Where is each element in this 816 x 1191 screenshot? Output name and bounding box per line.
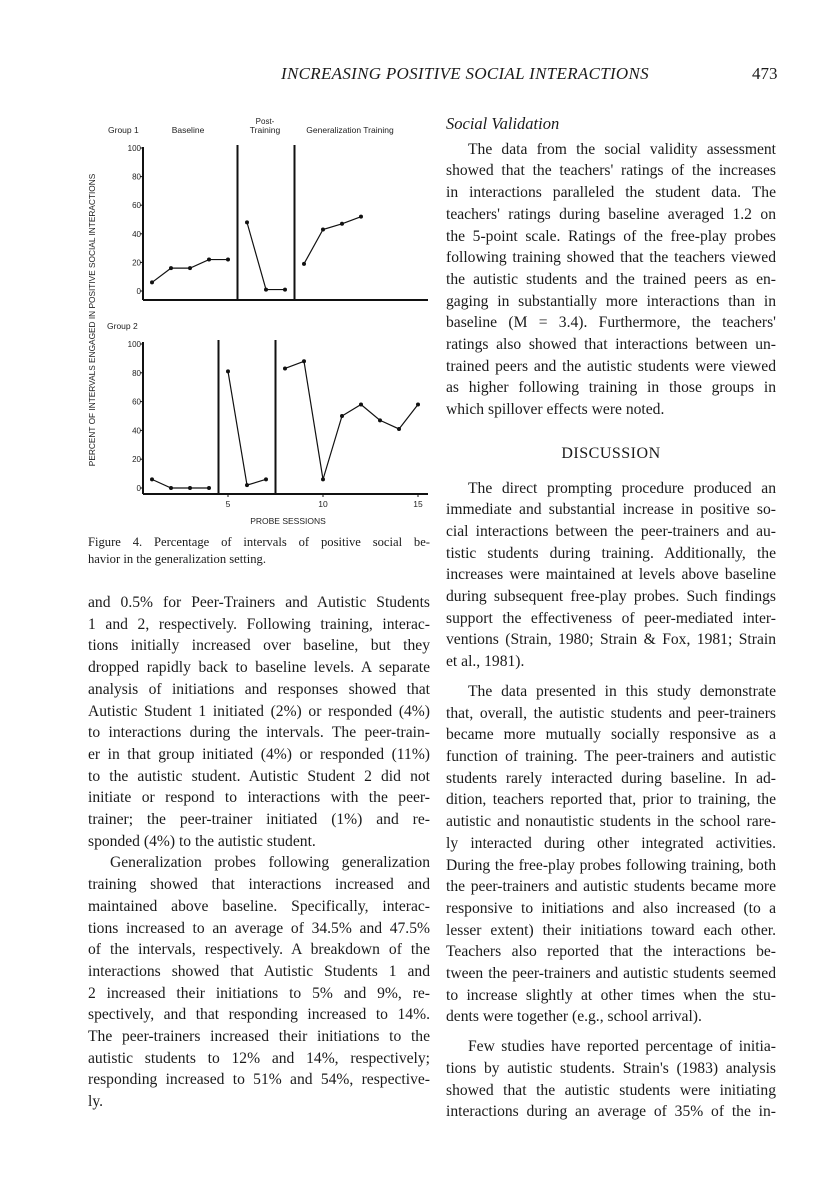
data-point bbox=[245, 220, 249, 224]
text-line: the peer-trainers and autistic students became more bbox=[446, 878, 776, 896]
paragraph bbox=[446, 1036, 776, 1123]
data-point bbox=[226, 369, 230, 373]
text-line: responsive to initiations and also increased (to a bbox=[446, 899, 776, 917]
text-line: dropped rapidly back to baseline levels. A separate bbox=[88, 659, 430, 677]
y-tick-label: 100 bbox=[127, 340, 141, 349]
text-line: immediate and substantial increase in positive so- bbox=[446, 501, 776, 519]
text-line: in interactions paralleled the student data. The bbox=[446, 184, 776, 202]
text-line: The data presented in this study demonstrate bbox=[468, 682, 776, 700]
text-line: Teachers also reported that the interactions be- bbox=[446, 943, 776, 961]
text-line: students rarely interacted during baseline. In ad- bbox=[446, 769, 776, 787]
text-line: The direct prompting procedure produced an bbox=[468, 479, 776, 497]
text-line: ly. bbox=[88, 1093, 104, 1111]
text-line: ly interacted during other integrated activities. bbox=[446, 834, 776, 852]
data-point bbox=[283, 288, 287, 292]
text-line: as higher following training in those groups in bbox=[446, 379, 776, 397]
text-line: to interactions during the intervals. The peer-train- bbox=[88, 724, 430, 742]
data-point bbox=[150, 280, 154, 284]
text-line: which spillover effects were noted. bbox=[446, 401, 665, 419]
data-point bbox=[188, 266, 192, 270]
y-tick-label: 20 bbox=[132, 455, 141, 465]
panel-label: Group 1 bbox=[108, 125, 139, 135]
text-line: showed that the teachers' ratings of the increases bbox=[446, 162, 776, 180]
text-line: cial interactions between the peer-trainers and au- bbox=[446, 522, 776, 540]
text-line: maintained above baseline. Specifically, interac- bbox=[88, 897, 430, 915]
text-line: responding increased to 51% and 54%, respective- bbox=[88, 1071, 430, 1089]
x-tick-label: 10 bbox=[318, 499, 328, 509]
right-column bbox=[446, 113, 776, 1123]
figure-caption bbox=[88, 534, 430, 568]
y-tick-label: 40 bbox=[132, 426, 141, 436]
paragraph bbox=[446, 139, 776, 421]
y-axis-label: PERCENT OF INTERVALS ENGAGED IN POSITIVE SOCIAL INTERACTIONS bbox=[87, 173, 97, 467]
data-point bbox=[169, 486, 173, 490]
data-point bbox=[264, 288, 268, 292]
text-line: tween the peer-trainers and autistic students seemed bbox=[446, 965, 776, 983]
text-line: training showed that interactions increased and bbox=[88, 876, 430, 894]
text-line: following training showed that the teachers viewed bbox=[446, 249, 776, 267]
text-line: that, overall, the autistic students and peer-trainers bbox=[446, 704, 776, 722]
text-line: analysis of initiations and responses showed that bbox=[88, 680, 430, 698]
data-point bbox=[340, 222, 344, 226]
text-line: increases were maintained at levels above baseline bbox=[446, 566, 776, 584]
data-point bbox=[378, 418, 382, 422]
text-line: er in that group initiated (4%) or responded (11%) bbox=[88, 745, 430, 763]
text-line: trained peers and the autistic students were viewed bbox=[446, 357, 776, 375]
y-tick-label: 0 bbox=[136, 287, 141, 296]
text-line: gaging in substantially more interactions than in bbox=[446, 292, 776, 310]
y-tick-label: 60 bbox=[132, 397, 141, 407]
data-point bbox=[169, 266, 173, 270]
page-number: 473 bbox=[752, 64, 778, 83]
x-tick-label: 5 bbox=[225, 499, 231, 509]
y-tick-label: 80 bbox=[132, 172, 141, 182]
data-point bbox=[416, 402, 420, 406]
text-line: to the autistic student. Autistic Student 2 did not bbox=[88, 767, 430, 785]
text-line: The data from the social validity assessment bbox=[468, 140, 776, 158]
data-point bbox=[207, 258, 211, 262]
text-line: autistic students to 12% and 14%, respectively; bbox=[88, 1049, 430, 1067]
text-line: initiate or respond to interactions with the peer- bbox=[88, 789, 430, 807]
paragraph bbox=[446, 478, 776, 673]
text-line: sponded (4%) to the autistic student. bbox=[88, 832, 316, 850]
y-tick-label: 100 bbox=[127, 144, 141, 153]
text-line: Autistic Student 1 initiated (2%) or responded (4%) bbox=[88, 702, 430, 720]
data-point bbox=[226, 258, 230, 262]
data-point bbox=[359, 215, 363, 219]
text-line: dents were together (e.g., school arrival). bbox=[446, 1008, 702, 1026]
paragraph bbox=[446, 681, 776, 1028]
text-line: ratings also showed that interactions between un- bbox=[446, 336, 776, 354]
text-line: tions by autistic students. Strain's (1983) analysis bbox=[446, 1059, 776, 1077]
y-tick-label: 40 bbox=[132, 229, 141, 239]
x-axis-label: PROBE SESSIONS bbox=[250, 516, 326, 526]
text-line: During the free-play probes following training, both bbox=[446, 856, 776, 874]
data-series-line bbox=[285, 361, 418, 479]
y-tick-label: 80 bbox=[132, 368, 141, 378]
text-line: dition, teachers reported that, prior to training, the bbox=[446, 791, 776, 809]
data-point bbox=[321, 477, 325, 481]
phase-label-post: Training bbox=[249, 125, 281, 135]
paragraph bbox=[88, 852, 430, 1112]
data-point bbox=[188, 486, 192, 490]
discussion-section bbox=[446, 478, 776, 1123]
text-line: tions increased to an average of 34.5% and 47.5% bbox=[88, 919, 430, 937]
section-heading-discussion: DISCUSSION bbox=[561, 444, 661, 462]
data-point bbox=[359, 402, 363, 406]
data-series-line bbox=[247, 222, 285, 289]
text-line: et al., 1981). bbox=[446, 653, 525, 671]
phase-label-post: Post- bbox=[255, 117, 275, 126]
phase-label-baseline: Baseline bbox=[171, 125, 205, 135]
data-series-line bbox=[304, 217, 361, 264]
text-line: tions initially increased over baseline, but they bbox=[88, 637, 430, 655]
caption-line: havior in the generalization setting. bbox=[88, 552, 267, 566]
data-point bbox=[245, 483, 249, 487]
text-line: baseline (M = 3.4). Furthermore, the teachers' bbox=[446, 314, 776, 332]
text-line: lesser extent) their initiations toward each other. bbox=[446, 921, 776, 939]
left-column bbox=[88, 592, 430, 1113]
text-line: of the intervals, respectively. A breakdown of the bbox=[88, 941, 430, 959]
text-line: Few studies have reported percentage of initia- bbox=[468, 1038, 776, 1056]
y-tick-label: 20 bbox=[132, 258, 141, 268]
text-line: during subsequent free-play probes. Such findings bbox=[446, 588, 776, 606]
text-line: showed that the autistic students were initiating bbox=[446, 1081, 776, 1099]
data-point bbox=[340, 414, 344, 418]
text-line: 2 increased their initiations to 5% and 9%, re- bbox=[88, 984, 430, 1002]
running-title: INCREASING POSITIVE SOCIAL INTERACTIONS bbox=[281, 64, 649, 83]
data-point bbox=[207, 486, 211, 490]
text-line: Generalization probes following generalization bbox=[110, 854, 430, 872]
text-line: spectively, and that responding increased to 14%. bbox=[88, 1006, 430, 1024]
data-point bbox=[150, 477, 154, 481]
data-point bbox=[397, 427, 401, 431]
section-heading-social-validation: Social Validation bbox=[446, 114, 560, 133]
y-tick-label: 60 bbox=[132, 201, 141, 211]
text-line: the 5-point scale. Ratings of the free-play probes bbox=[446, 227, 776, 245]
text-line: interactions during an average of 35% of the in- bbox=[446, 1103, 776, 1121]
text-line: ventions (Strain, 1980; Strain & Fox, 1981; Strain bbox=[446, 631, 776, 649]
text-line: became more mutually socially responsive as a bbox=[446, 726, 776, 744]
text-line: interactions showed that Autistic Students 1 and bbox=[88, 962, 430, 980]
text-line: autistic and nonautistic students in the school rare- bbox=[446, 813, 776, 831]
text-line: function of training. The peer-trainers and autistic bbox=[446, 747, 776, 765]
data-point bbox=[283, 366, 287, 370]
data-point bbox=[264, 477, 268, 481]
phase-label-generalization: Generalization Training bbox=[306, 125, 394, 135]
paragraph bbox=[88, 592, 430, 852]
caption-line: Figure 4. Percentage of intervals of positive social be- bbox=[88, 535, 430, 549]
data-point bbox=[302, 359, 306, 363]
data-point bbox=[321, 228, 325, 232]
text-line: support the effectiveness of peer-mediated inter- bbox=[446, 609, 776, 627]
paragraph bbox=[446, 139, 776, 421]
text-line: tistic students during training. Additionally, the bbox=[446, 544, 776, 562]
data-series-line bbox=[152, 260, 228, 283]
data-point bbox=[302, 262, 306, 266]
panel-label: Group 2 bbox=[107, 321, 138, 331]
x-tick-label: 15 bbox=[413, 499, 423, 509]
data-series-line bbox=[228, 371, 266, 485]
text-line: the autistic students and the trained peers as en- bbox=[446, 270, 776, 288]
text-line: teachers' ratings during baseline averaged 1.2 on bbox=[446, 205, 776, 223]
text-line: to increase slightly at other times when the stu- bbox=[446, 986, 776, 1004]
text-line: trainer; the peer-trainer initiated (1%) and re- bbox=[88, 811, 430, 829]
text-line: The peer-trainers increased their initiations to the bbox=[88, 1028, 430, 1046]
text-line: 1 and 2, respectively. Following training, interac- bbox=[88, 615, 430, 633]
data-series-line bbox=[152, 479, 209, 488]
text-line: and 0.5% for Peer-Trainers and Autistic Students bbox=[88, 594, 430, 611]
y-tick-label: 0 bbox=[136, 484, 141, 493]
